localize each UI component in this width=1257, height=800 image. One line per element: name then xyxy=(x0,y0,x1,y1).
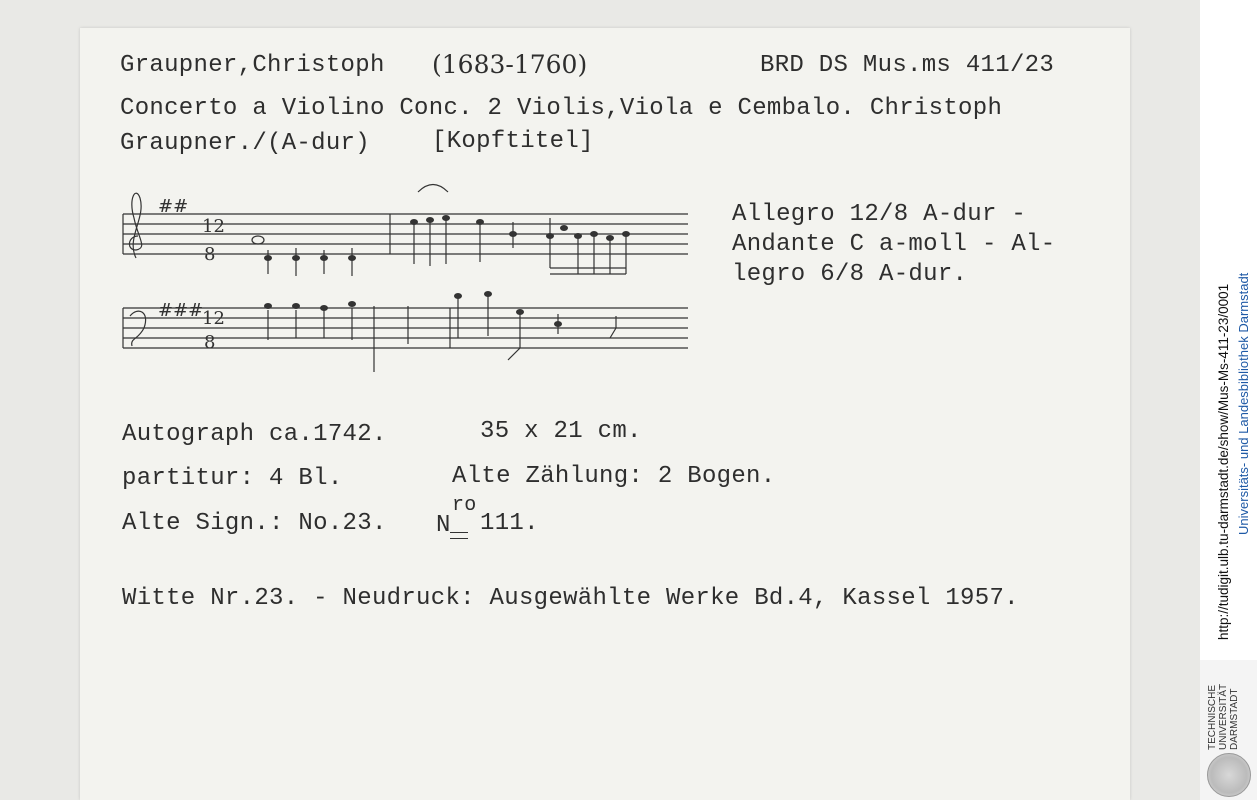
permalink-url[interactable]: http://tudigit.ulb.tu-darmstadt.de/show/Mus-Ms-411-23/0001 xyxy=(1216,283,1231,640)
svg-text:12: 12 xyxy=(202,308,225,329)
autograph-date: Autograph ca.1742. xyxy=(122,421,387,448)
witte-reference: Witte Nr.23. - Neudruck: Ausgewählte Werke Bd.4, Kassel 1957. xyxy=(122,585,1019,612)
svg-text:12: 12 xyxy=(202,216,225,237)
tempo-line-1: Allegro 12/8 A-dur - xyxy=(732,201,1027,228)
library-name: Universitäts- und Landesbibliothek Darmstadt xyxy=(1236,272,1251,535)
alte-signatur: Alte Sign.: No.23. xyxy=(122,510,387,537)
title-note: [Kopftitel] xyxy=(432,128,594,155)
partitur: partitur: 4 Bl. xyxy=(122,465,343,492)
alte-zaehlung: Alte Zählung: 2 Bogen. xyxy=(452,463,776,490)
music-incipit xyxy=(118,178,698,378)
dimensions: 35 x 21 cm. xyxy=(480,418,642,445)
shelfmark: BRD DS Mus.ms 411/23 xyxy=(760,52,1055,79)
svg-text:###: ### xyxy=(158,300,204,321)
composer-dates: (1683-1760) xyxy=(432,50,588,79)
university-seal-icon xyxy=(1207,753,1251,797)
svg-text:8: 8 xyxy=(204,332,216,353)
nro-superscript: ro xyxy=(452,494,477,517)
nro-prefix: N xyxy=(436,512,451,539)
nro-value: 111. xyxy=(480,510,539,537)
tempo-line-3: legro 6/8 A-dur. xyxy=(732,261,968,288)
tu-logo-text: TECHNISCHE UNIVERSITÄT DARMSTADT xyxy=(1207,683,1240,750)
title-line-2: Graupner./(A-dur) xyxy=(120,130,370,157)
composer-name: Graupner,Christoph xyxy=(120,52,385,79)
nro-underline xyxy=(450,532,468,539)
tempo-line-2: Andante C a-moll - Al- xyxy=(732,231,1056,258)
title-line-1: Concerto a Violino Conc. 2 Violis,Viola e Cembalo. Christoph xyxy=(120,95,1003,122)
svg-text:##: ## xyxy=(158,196,189,217)
svg-text:8: 8 xyxy=(204,244,216,265)
